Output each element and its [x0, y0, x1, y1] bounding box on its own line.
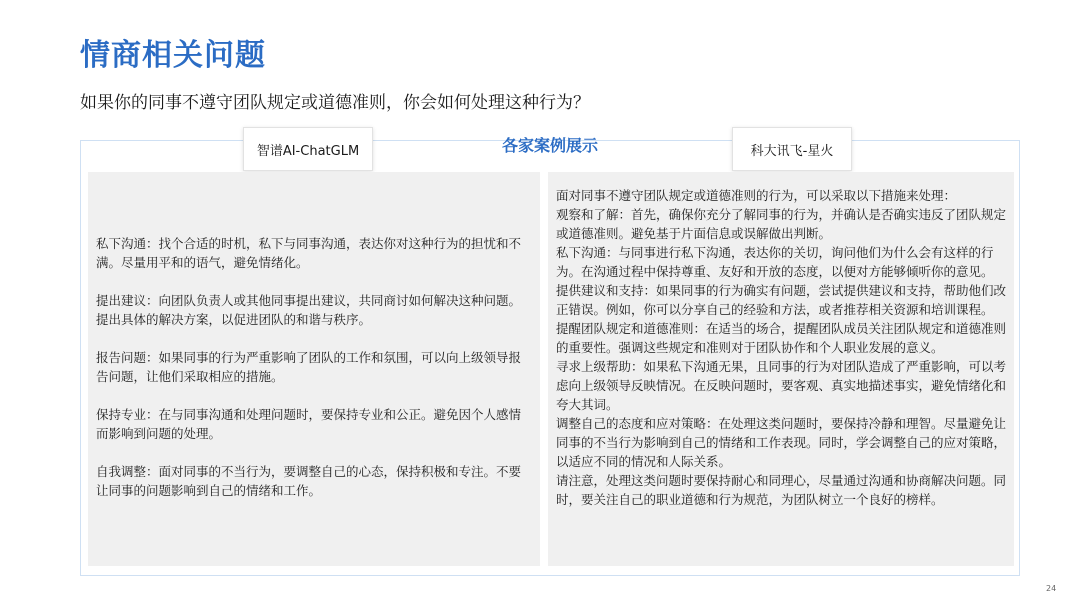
answer-paragraph: 自我调整：面对同事的不当行为，要调整自己的心态，保持积极和专注。不要让同事的问题影响到自己的情绪和工作。 — [96, 464, 522, 498]
answer-paragraph: 面对同事不遵守团队规定或道德准则的行为，可以采取以下措施来处理： — [556, 188, 957, 203]
answer-paragraph: 提供建议和支持：如果同事的行为确实有问题，尝试提供建议和支持，帮助他们改正错误。例如，你可以分享自己的经验和方法，或者推荐相关资源和培训课程。 — [556, 283, 1007, 317]
page-number: 24 — [1046, 584, 1057, 593]
right-model-tag — [732, 127, 852, 171]
question-text: 如果你的同事不遵守团队规定或道德准则，你会如何处理这种行为？ — [80, 93, 590, 113]
answer-paragraph: 调整自己的态度和应对策略：在处理这类问题时，要保持冷静和理智。尽量避免让同事的不当行为影响到自己的情绪和工作表现。同时，学会调整自己的应对策略，以适应不同的情况和人际关系。 — [556, 416, 1007, 469]
right-answer-panel — [548, 172, 1014, 566]
answer-paragraph: 私下沟通：与同事进行私下沟通，表达你的关切，询问他们为什么会有这样的行为。在沟通过程中保持尊重、友好和开放的态度，以便对方能够倾听你的意见。 — [556, 245, 994, 279]
left-answer-panel — [88, 172, 540, 566]
answer-paragraph: 提醒团队规定和道德准则：在适当的场合，提醒团队成员关注团队规定和道德准则的重要性。强调这些规定和准则对于团队协作和个人职业发展的意义。 — [556, 321, 1007, 355]
answer-paragraph: 保持专业：在与同事沟通和处理问题时，要保持专业和公正。避免因个人感情而影响到问题的处理。 — [96, 407, 522, 441]
left-model-label: 智谱AI-ChatGLM — [256, 143, 360, 159]
page-title: 情商相关问题 — [80, 38, 266, 73]
answer-paragraph: 寻求上级帮助：如果私下沟通无果，且同事的行为对团队造成了严重影响，可以考虑向上级领导反映情况。在反映问题时，要客观、真实地描述事实，避免情绪化和夸大其词。 — [556, 359, 1007, 412]
left-model-tag — [243, 127, 373, 171]
answer-paragraph: 请注意，处理这类问题时要保持耐心和同理心，尽量通过沟通和协商解决问题。同时，要关注自己的职业道德和行为规范，为团队树立一个良好的榜样。 — [556, 473, 1007, 507]
right-model-label: 科大讯飞-星火 — [750, 143, 834, 159]
showcase-label: 各家案例展示 — [501, 136, 598, 155]
answer-paragraph: 私下沟通：找个合适的时机，私下与同事沟通，表达你对这种行为的担忧和不满。尽量用平和的语气，避免情绪化。 — [96, 236, 522, 270]
answer-paragraph: 报告问题：如果同事的行为严重影响了团队的工作和氛围，可以向上级领导报告问题，让他们采取相应的措施。 — [96, 350, 522, 384]
answer-paragraph: 观察和了解：首先，确保你充分了解同事的行为，并确认是否确实违反了团队规定或道德准则。避免基于片面信息或误解做出判断。 — [556, 207, 1007, 241]
answer-paragraph: 提出建议：向团队负责人或其他同事提出建议，共同商讨如何解决这种问题。提出具体的解决方案，以促进团队的和谐与秩序。 — [96, 293, 522, 327]
